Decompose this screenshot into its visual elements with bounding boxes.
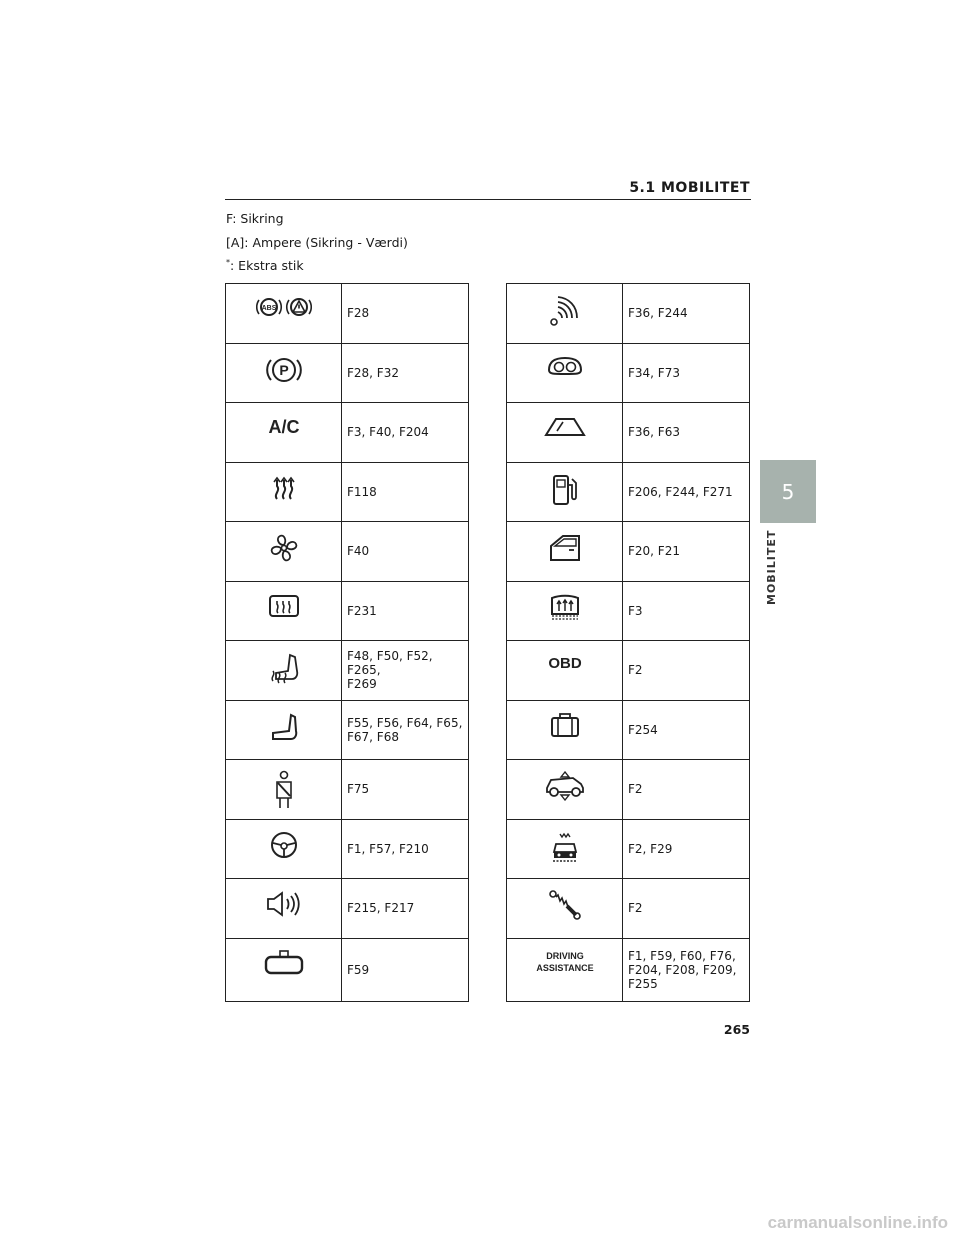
steering-wheel-icon bbox=[269, 830, 299, 860]
fuse-list: F118 bbox=[347, 484, 377, 499]
driving-assistance-text-2: ASSISTANCE bbox=[535, 962, 594, 973]
table-row bbox=[226, 344, 468, 404]
fuse-list: F34, F73 bbox=[628, 365, 680, 380]
fuel-pump-icon bbox=[550, 473, 580, 507]
suspension-height-icon bbox=[543, 770, 587, 802]
heated-seat-icon bbox=[266, 651, 302, 687]
abs-brake-warning-icon bbox=[256, 294, 312, 320]
table-row bbox=[226, 820, 468, 880]
wireless-signal-icon bbox=[548, 294, 582, 328]
airbag-seatbelt-icon bbox=[271, 770, 297, 810]
fuse-list: F28, F32 bbox=[347, 365, 399, 380]
legend-ampere: [A]: Ampere (Sikring - Værdi) bbox=[226, 235, 408, 250]
driving-assistance-text-1: DRIVING bbox=[545, 950, 584, 961]
obd-icon-text: OBD bbox=[547, 655, 582, 672]
trunk-luggage-icon bbox=[549, 711, 581, 739]
sunroof-icon bbox=[543, 413, 587, 439]
table-row bbox=[507, 641, 749, 701]
table-row bbox=[507, 939, 749, 1002]
table-row bbox=[226, 760, 468, 820]
fuse-table-left bbox=[225, 283, 469, 1002]
obd-icon bbox=[545, 651, 585, 673]
rearview-mirror-icon bbox=[262, 949, 306, 979]
door-icon bbox=[547, 532, 583, 564]
fuse-list: F1, F57, F210 bbox=[347, 841, 429, 856]
table-row bbox=[226, 641, 468, 701]
table-row bbox=[226, 701, 468, 761]
table-row bbox=[226, 879, 468, 939]
svg-text:P: P bbox=[278, 361, 289, 378]
table-row bbox=[507, 701, 749, 761]
table-row bbox=[226, 522, 468, 582]
fuse-list: F28 bbox=[347, 306, 370, 321]
ac-icon bbox=[264, 413, 304, 439]
chapter-tab[interactable]: 5 bbox=[760, 460, 816, 523]
fuse-list: F1, F59, F60, F76, F204, F208, F209, F255 bbox=[628, 948, 737, 991]
fuse-table-right bbox=[506, 283, 750, 1002]
heat-icon bbox=[269, 473, 299, 503]
legend-extra bbox=[226, 258, 304, 273]
instrument-cluster-icon bbox=[545, 354, 585, 378]
table-row bbox=[507, 403, 749, 463]
fuse-list: F75 bbox=[347, 782, 370, 797]
fuse-list: F206, F244, F271 bbox=[628, 484, 733, 499]
table-row bbox=[226, 284, 468, 344]
fuse-list: F2, F29 bbox=[628, 841, 673, 856]
table-row bbox=[507, 463, 749, 523]
chapter-label: MOBILITET bbox=[765, 529, 778, 605]
parking-brake-icon bbox=[264, 354, 304, 386]
table-row bbox=[507, 760, 749, 820]
fuse-list: F36, F244 bbox=[628, 306, 688, 321]
fuse-list: F20, F21 bbox=[628, 544, 680, 559]
shock-absorber-icon bbox=[548, 889, 582, 921]
fuse-list: F3 bbox=[628, 603, 643, 618]
table-row bbox=[226, 939, 468, 1002]
table-row bbox=[226, 582, 468, 642]
table-row bbox=[226, 403, 468, 463]
page-number: 265 bbox=[723, 1022, 750, 1037]
table-row bbox=[226, 463, 468, 523]
section-title: 5.1 MOBILITET bbox=[629, 180, 750, 196]
fuse-list: F36, F63 bbox=[628, 425, 680, 440]
table-row bbox=[507, 582, 749, 642]
fuse-list: F3, F40, F204 bbox=[347, 425, 429, 440]
driving-assistance-icon bbox=[520, 949, 610, 975]
legend-extra-mark: * bbox=[226, 258, 230, 267]
legend-fuse: F: Sikring bbox=[226, 211, 284, 226]
watermark: carmanualsonline.info bbox=[767, 1213, 948, 1232]
fuse-list: F254 bbox=[628, 722, 658, 737]
fuse-list: F59 bbox=[347, 962, 370, 977]
car-wash-icon bbox=[548, 830, 582, 864]
table-row bbox=[507, 522, 749, 582]
svg-text:ABS: ABS bbox=[261, 305, 276, 312]
fuse-list: F215, F217 bbox=[347, 901, 415, 916]
header-divider bbox=[225, 199, 751, 200]
windshield-defrost-icon bbox=[548, 592, 582, 620]
fuse-list: F40 bbox=[347, 544, 370, 559]
fuse-list: F48, F50, F52, F265, F269 bbox=[347, 649, 433, 692]
seat-icon bbox=[267, 711, 301, 745]
table-row bbox=[507, 879, 749, 939]
horn-icon bbox=[264, 889, 304, 919]
table-row bbox=[507, 284, 749, 344]
legend-extra-text: : Ekstra stik bbox=[230, 258, 304, 274]
fuse-list: F2 bbox=[628, 663, 643, 678]
fuse-list: F2 bbox=[628, 782, 643, 797]
fan-icon bbox=[268, 532, 300, 564]
ac-icon-text: A/C bbox=[268, 417, 299, 437]
table-row bbox=[507, 820, 749, 880]
fuse-list: F55, F56, F64, F65, F67, F68 bbox=[347, 715, 463, 744]
table-row bbox=[507, 344, 749, 404]
fuse-list: F2 bbox=[628, 901, 643, 916]
rear-defrost-icon bbox=[267, 592, 301, 620]
fuse-list: F231 bbox=[347, 603, 377, 618]
